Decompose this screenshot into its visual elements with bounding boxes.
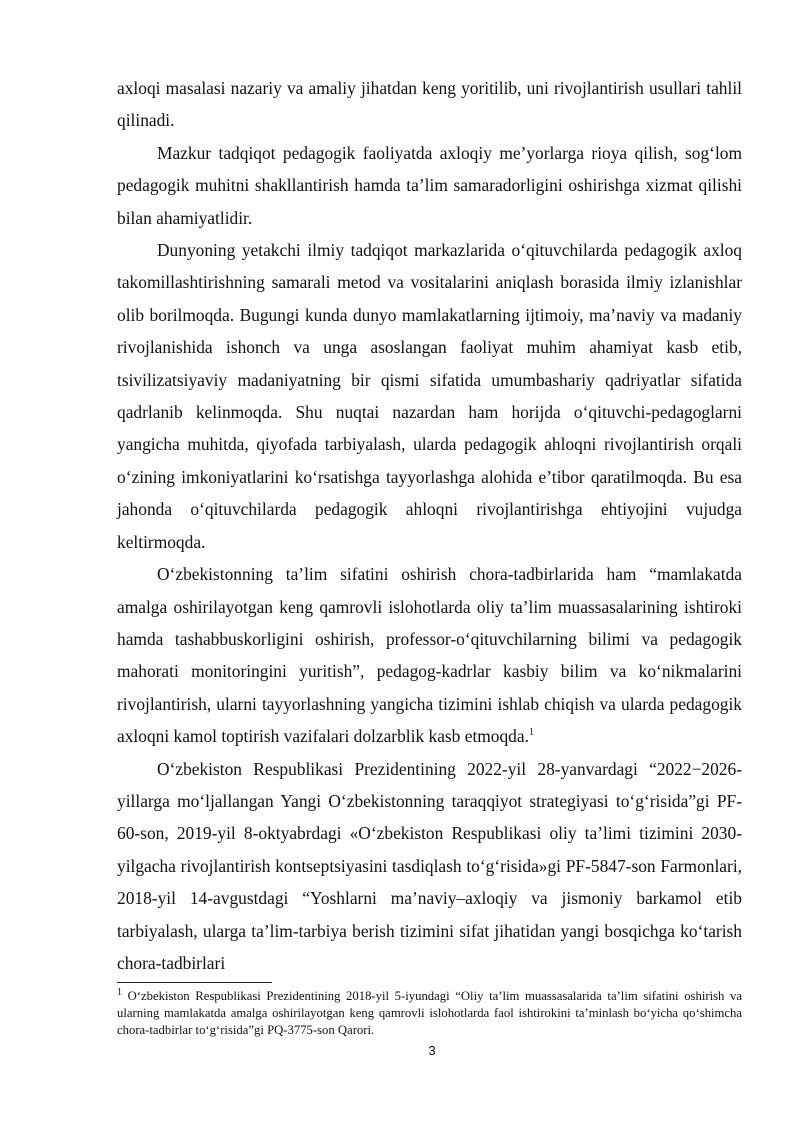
paragraph: Mazkur tadqiqot pedagogik faoliyatda axloqiy me’yorlarga rioya qilish, sog‘lom pedagogik muhitni shakllantirish hamda ta’lim samaradorligini oshirishga xizmat qilishi bilan ahamiyatlidir. (117, 142, 742, 228)
paragraph: Dunyoning yetakchi ilmiy tadqiqot markazlarida o‘qituvchilarda pedagogik axloq takomillashtirishning samarali metod va vositalarini aniqlash borasida ilmiy izlanishlar olib borilmoqda. Bugungi kunda dunyo mamlakatlarning ijtimoiy, ma’naviy va madaniy rivojlanishida ishonch va unga asoslangan faoliyat muhim ahamiyat kasb etib, tsivilizatsiyaviy madaniyatning bir qismi sifatida umumbashariy qadriyatlar sifatida qadrlanib kelinmoqda. Shu nuqtai nazardan ham horijda o‘qituvchi-pedagoglarni yangicha muhitda, qiyofada tarbiyalash, ularda pedagogik ahloqni rivojlantirish orqali o‘zining imkoniyatlarini ko‘rsatishga tayyorlashga alohida e’tibor qaratilmoqda. Bu esa jahonda o‘qituvchilarda pedagogik ahloqni rivojlantirishga ehtiyojini vujudga keltirmoqda. (117, 240, 742, 552)
body-text (117, 72, 742, 979)
footnote-marker: 1 (117, 986, 122, 998)
paragraph-continuation: axloqi masalasi nazariy va amaliy jihatdan keng yoritilib, uni rivojlantirish usullari tahlil qilinadi. (117, 78, 742, 131)
footnote-reference[interactable]: 1 (528, 727, 534, 739)
footnote (117, 988, 742, 1039)
footnote-text: O‘zbekiston Respublikasi Prezidentining 2018-yil 5-iyundagi “Oliy ta’lim muassasalarida ta’lim sifatini oshirish va ularning mamlakatda amalga oshirilayotgan keng qamrovli islohotlarda faol ishtirokini ta’minlash bo‘yicha qo‘shimcha chora-tadbirlar to‘g‘risida”gi PQ-3775-son Qarori. (117, 989, 742, 1037)
footnote-separator (117, 982, 272, 983)
paragraph-text: O‘zbekistonning ta’lim sifatini oshirish chora-tadbirlarida ham “mamlakatda amalga oshirilayotgan keng qamrovli islohotlarda oliy ta’lim muassasalarining ishtiroki hamda tashabbuskorligini oshirish, professor-o‘qituvchilarning bilimi va pedagogik mahorati monitoringini yuritish”, pedagog-kadrlar kasbiy bilim va ko‘nikmalarini rivojlantirish, ularni tayyorlashning yangicha tizimini ishlab chiqish va ularda pedagogik axloqni kamol toptirish vazifalari dolzarblik kasb etmoqda. (117, 564, 742, 747)
paragraph: O‘zbekiston Respublikasi Prezidentining 2022-yil 28-yanvardagi “2022−2026-yillarga mo‘ljallangan Yangi O‘zbekistonning taraqqiyot strategiyasi to‘g‘risida”gi PF-60-son, 2019-yil 8-oktyabrdagi «O‘zbekiston Respublikasi oliy ta’limi tizimini 2030-yilgacha rivojlantirish kontseptsiyasini tasdiqlash to‘g‘risida»gi PF-5847-son Farmonlari, 2018-yil 14-avgustdagi “Yoshlarni ma’naviy–axloqiy va jismoniy barkamol etib tarbiyalash, ularga ta’lim-tarbiya berish tizimini sifat jihatidan yangi bosqichga ko‘tarish chora-tadbirlari (117, 758, 742, 973)
paragraph (117, 558, 742, 752)
page-number: 3 (428, 1044, 436, 1058)
